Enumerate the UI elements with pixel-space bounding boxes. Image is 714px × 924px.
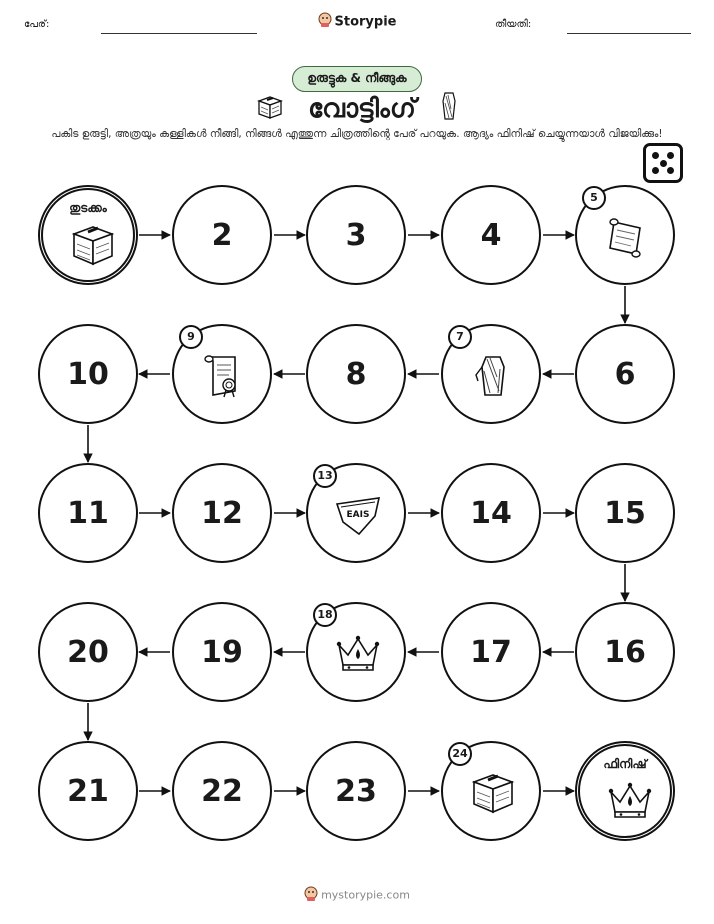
ballot-box-icon [255, 93, 285, 126]
space-number: 2 [211, 217, 233, 253]
name-line [101, 33, 257, 34]
space-number: 20 [67, 634, 109, 670]
activity-title [0, 91, 714, 128]
board-space [38, 741, 138, 841]
space-number: 10 [67, 356, 109, 392]
board-space [441, 741, 541, 841]
finish-label: ഫിനിഷ് [603, 757, 647, 771]
space-number-badge: 24 [448, 742, 472, 766]
board-space [575, 185, 675, 285]
space-number: 16 [604, 634, 646, 670]
footer-site: mystorypie.com [321, 888, 410, 902]
board-space [38, 463, 138, 563]
board-space [441, 463, 541, 563]
board-space [172, 324, 272, 424]
space-number: 17 [470, 634, 512, 670]
board-space [441, 324, 541, 424]
space-number: 21 [67, 773, 109, 809]
space-number: 14 [470, 495, 512, 531]
space-number-badge: 7 [448, 325, 472, 349]
footer [0, 886, 714, 905]
space-number: 6 [614, 356, 636, 392]
ballot-box-icon [68, 220, 118, 270]
board-space [441, 185, 541, 285]
board-space [172, 602, 272, 702]
date-label: തീയതി: [495, 19, 532, 30]
title-text: വോട്ടിംഗ് [308, 94, 416, 124]
board-space [575, 602, 675, 702]
name-label: പേര്: [24, 19, 50, 30]
ballot-box-icon [468, 768, 518, 818]
space-number-badge: 5 [582, 186, 606, 210]
finish-space [575, 741, 675, 841]
brand-name: Storypie [334, 14, 397, 30]
board-space [38, 324, 138, 424]
board-space [172, 185, 272, 285]
date-line [567, 33, 691, 34]
space-number-badge: 13 [313, 464, 337, 488]
scroll-icon [602, 212, 652, 262]
board-space [575, 463, 675, 563]
space-number: 22 [201, 773, 243, 809]
space-number: 8 [345, 356, 367, 392]
space-number: 19 [201, 634, 243, 670]
board-space [172, 463, 272, 563]
board-space [441, 602, 541, 702]
board-space [306, 741, 406, 841]
decree-scroll-icon [199, 351, 249, 401]
brand [0, 12, 714, 32]
space-number-badge: 9 [179, 325, 203, 349]
space-number: 11 [67, 495, 109, 531]
space-number-badge: 18 [313, 603, 337, 627]
board-space [38, 602, 138, 702]
ostracon-text: EAIS [346, 510, 370, 520]
crown-icon [605, 776, 655, 826]
board-space [306, 185, 406, 285]
board-space [575, 324, 675, 424]
toga-icon [439, 91, 459, 128]
space-number: 4 [480, 217, 502, 253]
crown-icon [333, 629, 383, 679]
space-number: 3 [345, 217, 367, 253]
die-icon [643, 143, 683, 183]
space-number: 12 [201, 495, 243, 531]
space-number: 15 [604, 495, 646, 531]
board-space [306, 324, 406, 424]
toga-icon [468, 351, 518, 401]
storypie-logo-icon [318, 12, 332, 32]
instructions: പകിട ഉരുട്ടി, അത്രയും കള്ളികൾ നീങ്ങി, നിങ്ങൾ എത്തുന്ന ചിത്രത്തിന്റെ പേര് പറയുക. ആദ്യം ഫിനിഷ് ചെയ്യുന്നയാൾ വിജയിക്കും! [51, 128, 663, 140]
activity-tag: ഉരുട്ടുക & നീങ്ങുക [292, 66, 422, 92]
space-number: 23 [335, 773, 377, 809]
ostracon-icon [333, 490, 383, 540]
start-label: തുടക്കം [69, 201, 107, 215]
start-space [38, 185, 138, 285]
storypie-logo-icon [304, 886, 318, 905]
board-space [172, 741, 272, 841]
board-space [306, 463, 406, 563]
board-space [306, 602, 406, 702]
